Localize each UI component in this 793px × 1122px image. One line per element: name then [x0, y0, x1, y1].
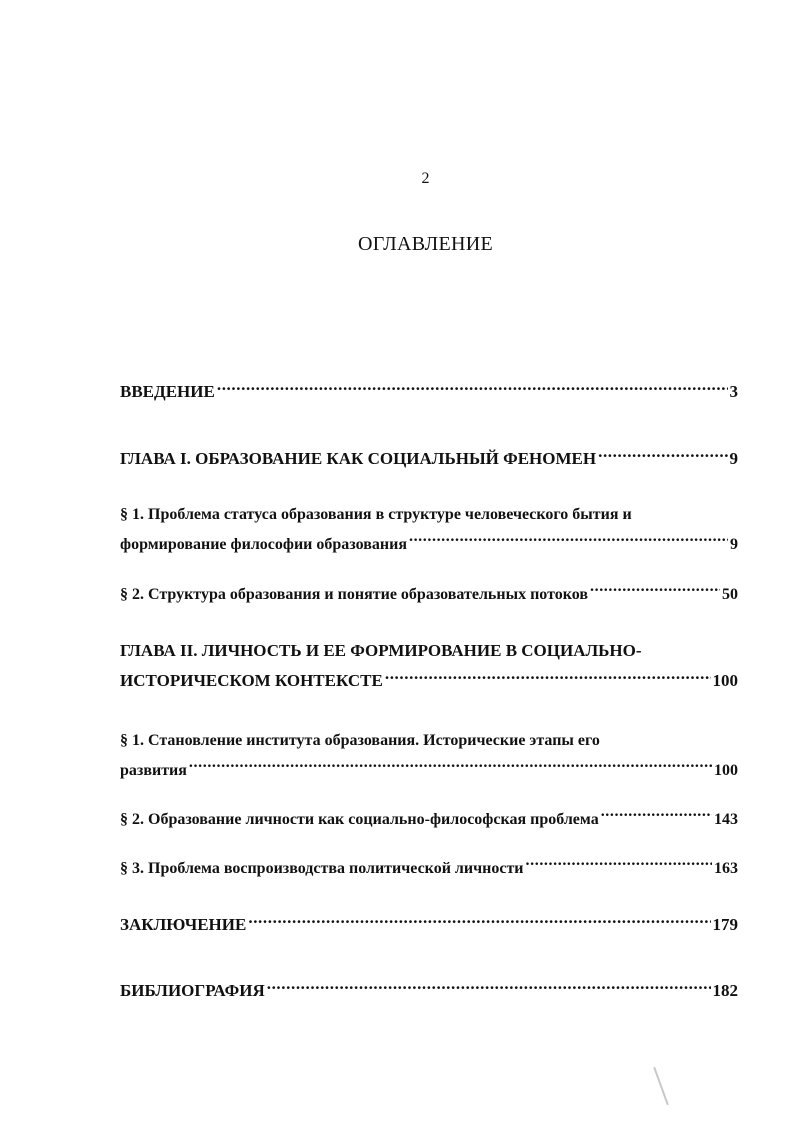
toc-entry-page: 163 [714, 860, 738, 877]
dot-leader [598, 447, 727, 464]
dot-leader [526, 857, 712, 873]
toc-entry-chapter-2-section-3[interactable] [120, 854, 738, 884]
toc-entry-page: 143 [714, 811, 738, 828]
toc-entry-title: § 2. Структура образования и понятие образовательных потоков [120, 586, 588, 603]
toc-entry-chapter-2-section-1[interactable] [120, 726, 738, 786]
toc-entry-chapter-2-section-2[interactable] [120, 805, 738, 835]
toc-entry-chapter-2[interactable] [120, 636, 738, 696]
toc-entry-page: 3 [729, 382, 738, 401]
dot-leader [409, 533, 728, 549]
dot-leader [217, 380, 728, 397]
toc-entry-title: ВВЕДЕНИЕ [120, 382, 215, 401]
toc-entry-page: 179 [712, 915, 738, 934]
toc-entry-page: 100 [714, 762, 738, 779]
dot-leader [590, 583, 720, 599]
toc-entry-bibliography[interactable] [120, 976, 738, 1006]
toc-entry-title: § 3. Проблема воспроизводства политической личности [120, 860, 524, 877]
toc-entry-title: формирование философии образования [120, 536, 407, 553]
toc-entry-introduction[interactable] [120, 377, 738, 407]
toc-entry-page: 182 [712, 981, 738, 1000]
toc-entry-title-line-1: § 1. Проблема статуса образования в структуре человеческого бытия и [120, 506, 632, 523]
toc-entry-page: 100 [712, 671, 738, 690]
toc-entry-page: 9 [729, 449, 738, 468]
toc-entry-title: БИБЛИОГРАФИЯ [120, 981, 265, 1000]
toc-entry-title: ИСТОРИЧЕСКОМ КОНТЕКСТЕ [120, 671, 383, 690]
toc-entry-chapter-1[interactable] [120, 444, 738, 474]
dot-leader [385, 669, 711, 686]
dot-leader [267, 979, 711, 996]
toc-entry-conclusion[interactable] [120, 910, 738, 940]
toc-entry-title: ГЛАВА I. ОБРАЗОВАНИЕ КАК СОЦИАЛЬНЫЙ ФЕНОМЕН [120, 449, 597, 468]
dot-leader [248, 913, 710, 930]
toc-entry-title-line-1: ГЛАВА II. ЛИЧНОСТЬ И ЕЕ ФОРМИРОВАНИЕ В СОЦИАЛЬНО- [120, 641, 642, 660]
dot-leader [189, 759, 712, 775]
toc-entry-title: § 2. Образование личности как социально-философская проблема [120, 811, 599, 828]
toc-entry-title: развития [120, 762, 187, 779]
page-number: 2 [421, 170, 430, 187]
table-of-contents [120, 0, 738, 1122]
toc-entry-chapter-1-section-1[interactable] [120, 500, 738, 560]
dot-leader [601, 808, 712, 824]
toc-entry-page: 50 [722, 586, 738, 603]
toc-entry-title: ЗАКЛЮЧЕНИЕ [120, 915, 247, 934]
toc-entry-page: 9 [730, 536, 738, 553]
toc-entry-chapter-1-section-2[interactable] [120, 580, 738, 610]
page-title: ОГЛАВЛЕНИЕ [358, 233, 493, 255]
toc-entry-title-line-1: § 1. Становление института образования. Исторические этапы его [120, 732, 600, 749]
